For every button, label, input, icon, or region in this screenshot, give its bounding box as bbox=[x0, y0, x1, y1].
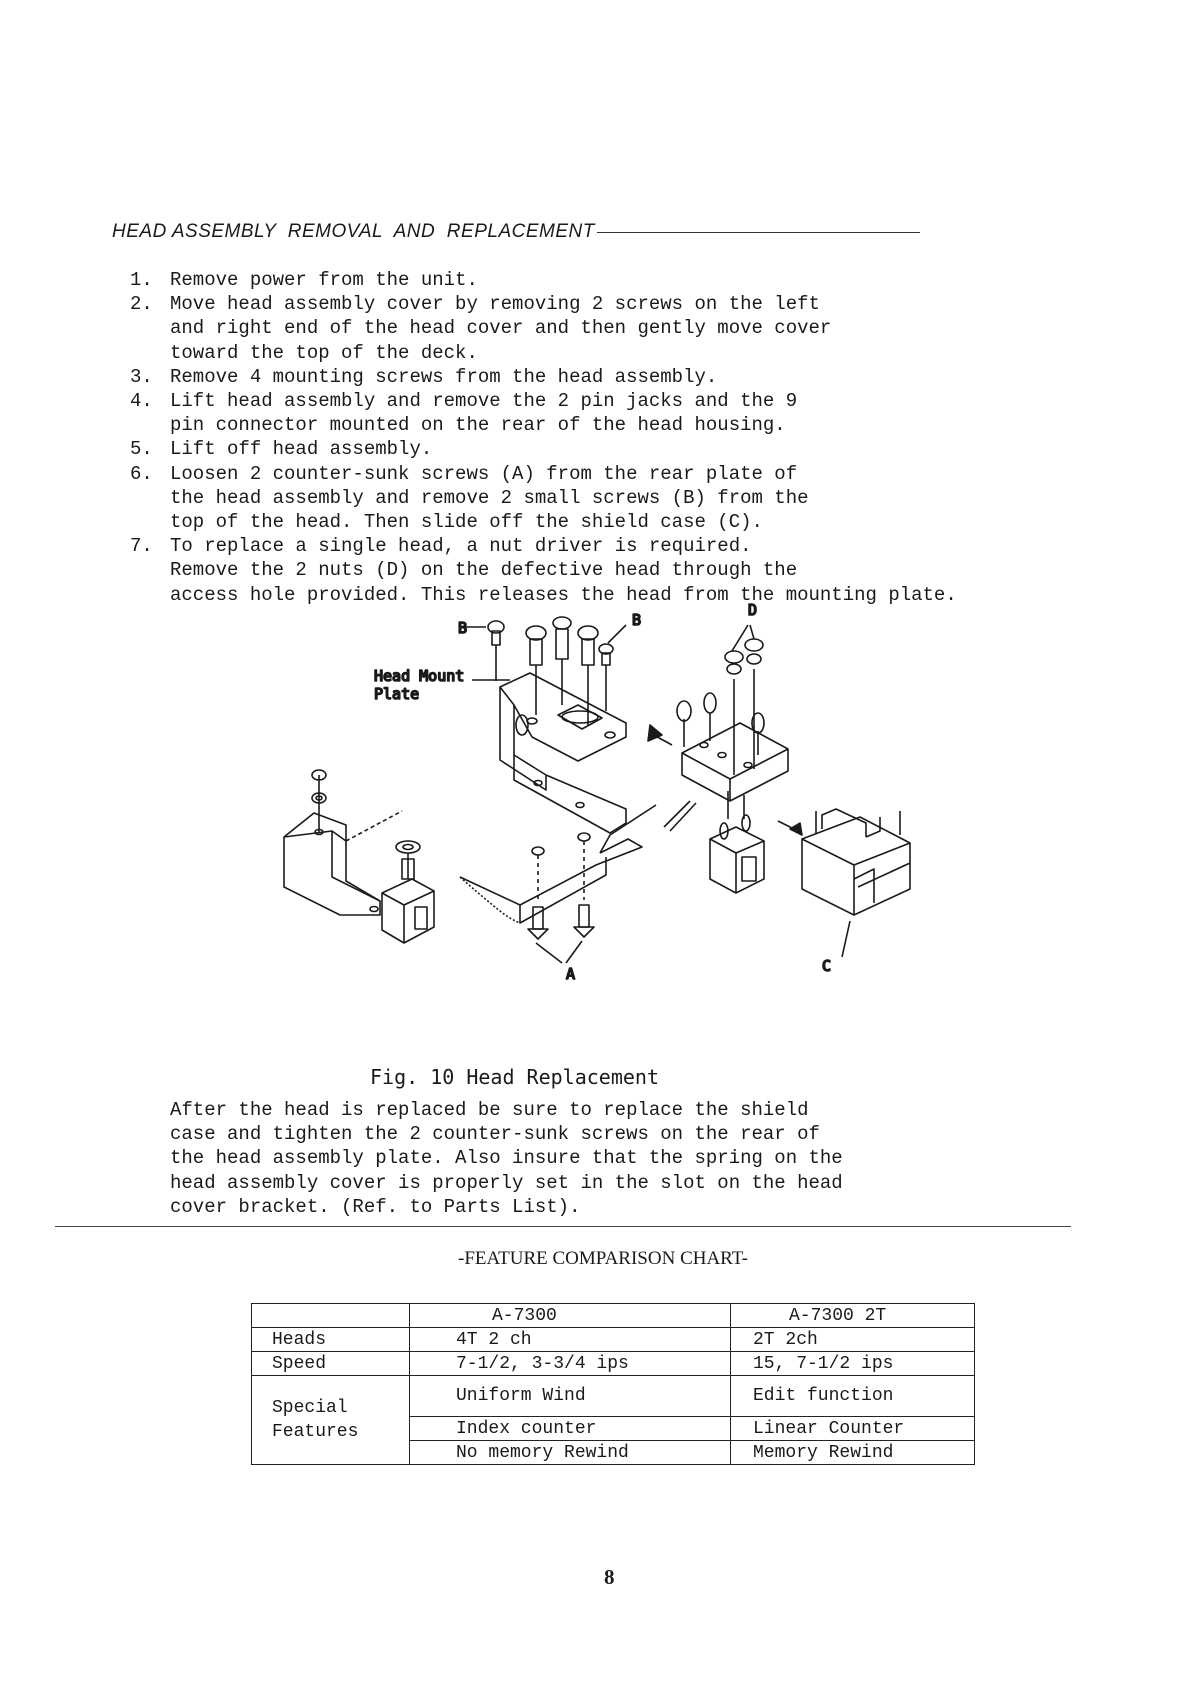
comparison-chart-title: -FEATURE COMPARISON CHART- bbox=[458, 1248, 748, 1269]
step-line: pin connector mounted on the rear of the head housing. bbox=[170, 414, 786, 437]
paragraph-line: head assembly cover is properly set in the slot on the head bbox=[170, 1171, 843, 1194]
table-cell: No memory Rewind bbox=[410, 1441, 731, 1465]
row-label: Heads bbox=[252, 1328, 410, 1352]
step-number: 2. bbox=[130, 293, 153, 316]
step-number: 1. bbox=[130, 269, 153, 291]
row-label-special-features bbox=[252, 1376, 410, 1465]
section-title: HEAD ASSEMBLY REMOVAL AND REPLACEMENT bbox=[112, 221, 595, 242]
step-line: Loosen 2 counter-sunk screws (A) from the rear plate of bbox=[170, 462, 798, 485]
step-number: 6. bbox=[130, 462, 153, 485]
header-cell-empty bbox=[252, 1304, 410, 1328]
step-text bbox=[170, 268, 478, 292]
exploded-view-diagram bbox=[270, 601, 930, 1065]
step-4 bbox=[130, 389, 1030, 437]
step-line: Lift head assembly and remove the 2 pin jacks and the 9 bbox=[170, 390, 798, 413]
step-6 bbox=[130, 462, 1030, 535]
table-cell: Edit function bbox=[731, 1376, 975, 1417]
table-cell: Memory Rewind bbox=[731, 1441, 975, 1465]
step-number: 7. bbox=[130, 535, 153, 558]
table-cell: 4T 2 ch bbox=[410, 1328, 731, 1352]
label-head-mount: Head Mount bbox=[374, 667, 465, 685]
title-rule bbox=[597, 232, 920, 233]
section-divider bbox=[55, 1226, 1071, 1227]
step-5 bbox=[130, 437, 1030, 461]
procedure-steps bbox=[130, 268, 1030, 607]
step-line: Remove the 2 nuts (D) on the defective head through the bbox=[170, 559, 798, 582]
after-replacement-text bbox=[170, 1098, 990, 1219]
step-line: and right end of the head cover and then gently move cover bbox=[170, 317, 832, 340]
label-line: Features bbox=[272, 1422, 359, 1442]
head-block-assembly bbox=[664, 625, 788, 893]
label-plate: Plate bbox=[374, 685, 420, 703]
step-text bbox=[170, 365, 717, 389]
step-2 bbox=[130, 292, 1030, 365]
top-screws bbox=[463, 617, 626, 725]
row-label: Speed bbox=[252, 1352, 410, 1376]
header-cell-a7300: A-7300 bbox=[410, 1304, 731, 1328]
paragraph-line: the head assembly plate. Also insure that the spring on the bbox=[170, 1147, 843, 1170]
assembly-arrow-right bbox=[778, 821, 802, 835]
assembly-arrow-left bbox=[648, 725, 672, 745]
step-line: access hole provided. This releases the head from the mounting plate. bbox=[170, 583, 957, 606]
step-line: Move head assembly cover by removing 2 screws on the left bbox=[170, 293, 820, 316]
table-row-feature bbox=[252, 1376, 975, 1417]
label-line: Special bbox=[272, 1398, 348, 1418]
step-text bbox=[170, 437, 432, 461]
step-line: Remove power from the unit. bbox=[170, 269, 478, 291]
table-cell: Uniform Wind bbox=[410, 1376, 731, 1417]
section-header bbox=[112, 219, 920, 245]
left-bracket bbox=[284, 770, 402, 915]
feature-comparison-table bbox=[251, 1303, 975, 1465]
table-header-row bbox=[252, 1304, 975, 1328]
shield-case bbox=[802, 809, 910, 957]
table-row-heads bbox=[252, 1328, 975, 1352]
table-cell: Linear Counter bbox=[731, 1417, 975, 1441]
label-b-right: B bbox=[632, 611, 642, 629]
table-cell: 7-1/2, 3-3/4 ips bbox=[410, 1352, 731, 1376]
step-3 bbox=[130, 365, 1030, 389]
header-cell-a7300-2t: A-7300 2T bbox=[731, 1304, 975, 1328]
spare-head bbox=[382, 841, 434, 943]
label-c: C bbox=[822, 957, 832, 975]
paragraph-line: After the head is replaced be sure to replace the shield bbox=[170, 1099, 809, 1121]
label-b-left: B bbox=[458, 619, 468, 637]
label-a: A bbox=[566, 965, 576, 983]
step-text bbox=[170, 389, 797, 437]
step-line: the head assembly and remove 2 small screws (B) from the bbox=[170, 486, 809, 509]
table-cell: 2T 2ch bbox=[731, 1328, 975, 1352]
table-cell: Index counter bbox=[410, 1417, 731, 1441]
table-row-speed bbox=[252, 1352, 975, 1376]
head-mount-plate bbox=[500, 673, 626, 833]
table-cell: 15, 7-1/2 ips bbox=[731, 1352, 975, 1376]
step-number: 5. bbox=[130, 438, 153, 461]
step-7 bbox=[130, 534, 1030, 607]
head-replacement-figure bbox=[270, 601, 930, 1065]
step-text bbox=[170, 534, 957, 607]
label-d: D bbox=[748, 601, 758, 619]
figure-caption: Fig. 10 Head Replacement bbox=[370, 1065, 659, 1089]
step-text bbox=[170, 292, 831, 365]
step-line: To replace a single head, a nut driver is required. bbox=[170, 535, 752, 558]
step-line: top of the head. Then slide off the shield case (C). bbox=[170, 511, 763, 534]
step-line: toward the top of the deck. bbox=[170, 341, 478, 364]
paragraph-line: case and tighten the 2 counter-sunk screws on the rear of bbox=[170, 1123, 820, 1146]
step-line: Lift off head assembly. bbox=[170, 438, 433, 461]
step-text bbox=[170, 462, 809, 535]
step-number: 4. bbox=[130, 390, 153, 413]
step-1 bbox=[130, 268, 1030, 292]
page-number: 8 bbox=[604, 1565, 615, 1589]
step-number: 3. bbox=[130, 365, 153, 388]
paragraph-line: cover bracket. (Ref. to Parts List). bbox=[170, 1195, 581, 1218]
screws-a bbox=[528, 841, 594, 963]
step-line: Remove 4 mounting screws from the head assembly. bbox=[170, 365, 718, 388]
